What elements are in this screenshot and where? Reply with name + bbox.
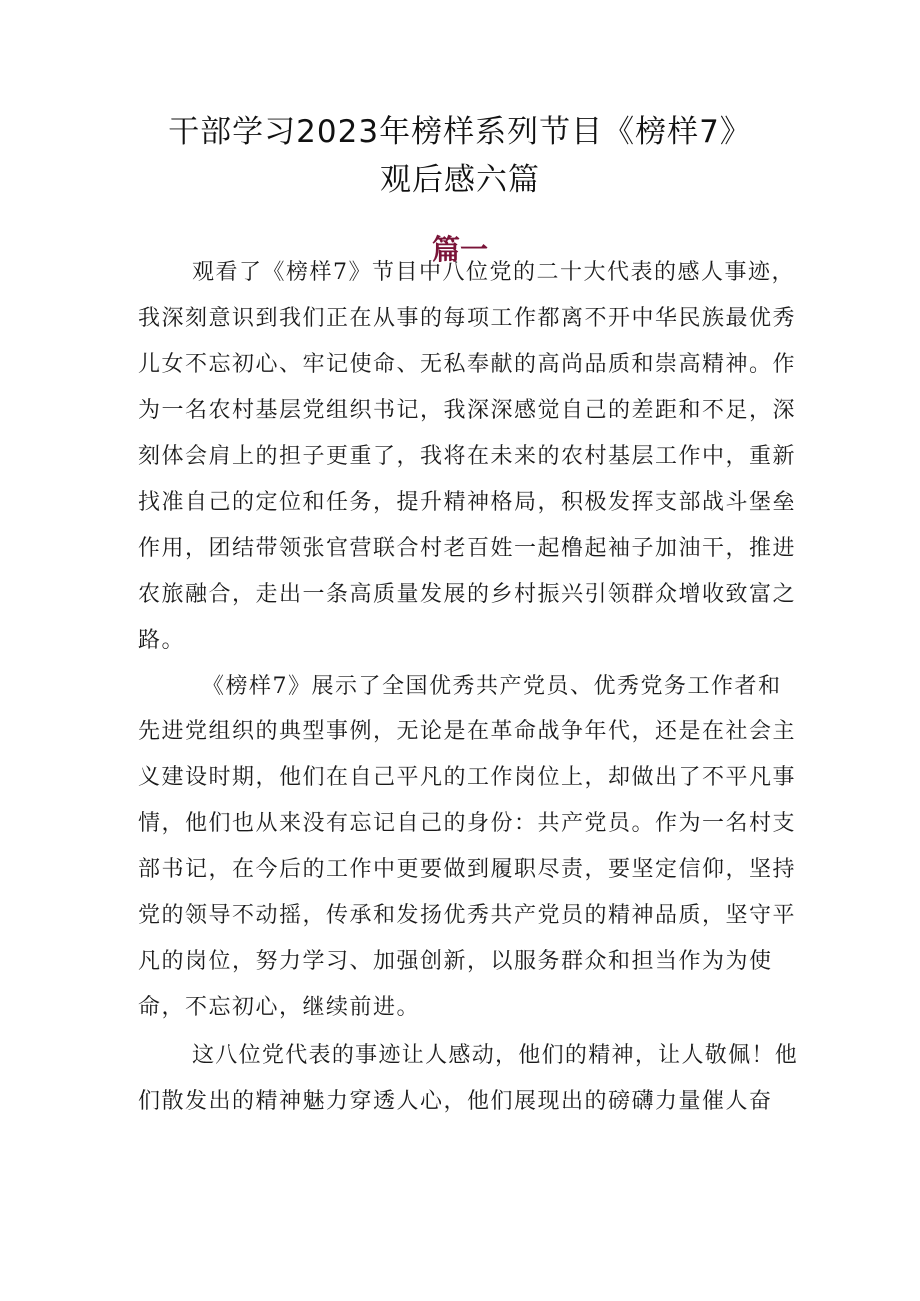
text-line: 刻体会肩上的担子更重了，我将在未来的农村基层工作中，重新 [138,444,797,469]
text-line: 农旅融合，走出一条高质量发展的乡村振兴引领群众增收致富之 [138,582,797,607]
text-line: 儿女不忘初心、牢记使命、无私奉献的高尚品质和崇高精神。作 [138,352,797,377]
text-line: 这八位党代表的事迹让人感动，他们的精神，让人敬佩！他 [192,1043,799,1068]
document-title-line-1: 干部学习2023年榜样系列节目《榜样7》 [168,114,752,150]
text-line: 《榜样7》展示了全国优秀共产党员、优秀党务工作者和 [202,674,782,699]
section-heading: 篇一 [431,233,488,266]
text-line: 路。 [138,628,186,653]
document-title-line-2: 观后感六篇 [380,162,540,198]
text-line: 作用，团结带领张官营联合村老百姓一起橹起袖子加油干，推进 [138,536,797,561]
text-line: 凡的岗位，努力学习、加强创新，以服务群众和担当作为为使 [138,949,773,974]
text-line: 先进党组织的典型事例，无论是在革命战争年代，还是在社会主 [138,719,797,744]
text-line: 命，不忘初心，继续前进。 [138,995,421,1020]
text-line: 找准自己的定位和任务，提升精神格局，积极发挥支部战斗堡垒 [138,490,797,515]
text-line: 我深刻意识到我们正在从事的每项工作都离不开中华民族最优秀 [138,306,797,331]
text-line: 情，他们也从来没有忘记自己的身份：共产党员。作为一名村支 [138,811,797,836]
text-line: 部书记，在今后的工作中更要做到履职尽责，要坚定信仰，坚持 [138,857,797,882]
text-line: 们散发出的精神魅力穿透人心，他们展现出的磅礴力量催人奋 [138,1089,773,1114]
text-line: 为一名农村基层党组织书记，我深深感觉自己的差距和不足，深 [138,398,797,423]
document-body [138,0,798,1301]
text-line: 党的领导不动摇，传承和发扬优秀共产党员的精神品质，坚守平 [138,903,797,928]
text-line: 观看了《榜样7》节目中八位党的二十大代表的感人事迹， [192,260,795,285]
text-line: 义建设时期，他们在自己平凡的工作岗位上，却做出了不平凡事 [138,765,797,790]
